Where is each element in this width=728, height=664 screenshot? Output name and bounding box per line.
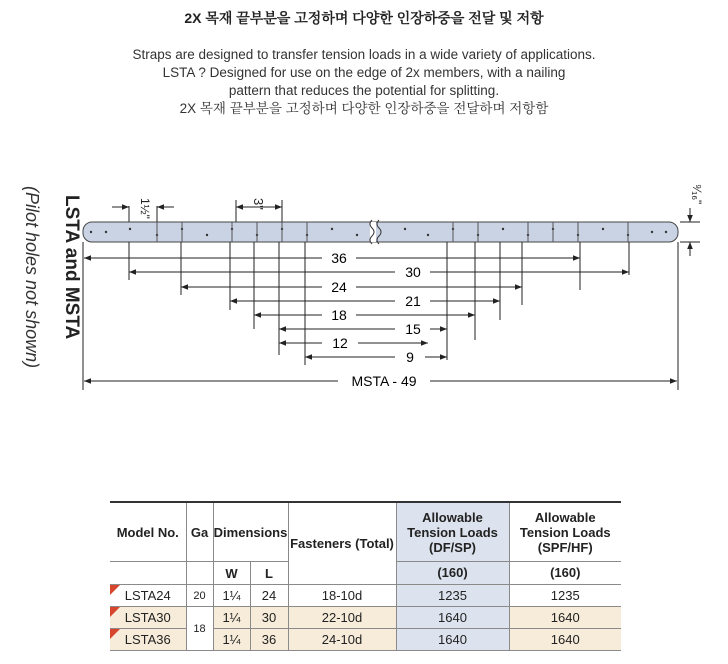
extension-lines — [83, 242, 678, 390]
header-model: Model No. — [110, 502, 186, 562]
dim-18 — [254, 307, 475, 323]
fasteners-cell: 24-10d — [288, 629, 396, 651]
dim-9-label: 9 — [406, 349, 414, 365]
ga-cell: 18 — [186, 607, 213, 651]
strap — [83, 220, 678, 244]
dim-width — [680, 184, 704, 256]
fasteners-cell: 22-10d — [288, 607, 396, 629]
dim-3-inch — [236, 198, 282, 222]
model-cell: LSTA24 — [110, 585, 186, 607]
marker-icon — [110, 629, 120, 639]
dim-24-label: 24 — [331, 279, 347, 295]
header-dimensions: Dimensions — [213, 502, 288, 562]
dim-30-label: 30 — [405, 264, 421, 280]
l-cell: 36 — [250, 629, 288, 651]
header-duration-spfhf: (160) — [509, 562, 621, 585]
spfhf-cell: 1640 — [509, 629, 621, 651]
header-ga-blank — [186, 562, 213, 585]
dfsp-cell: 1640 — [396, 629, 509, 651]
header-duration-dfsp: (160) — [396, 562, 509, 585]
dim-msta-49 — [84, 373, 677, 389]
header-allow-dfsp: Allowable Tension Loads (DF/SP) — [396, 502, 509, 562]
w-cell: 1¼ — [213, 629, 250, 651]
dim-21-label: 21 — [405, 293, 421, 309]
header-model-blank — [110, 562, 186, 585]
fasteners-cell: 18-10d — [288, 585, 396, 607]
pilot-holes-note: (Pilot holes not shown) — [22, 186, 42, 369]
dim-1-5-inch — [112, 198, 174, 222]
dim-15-label: 15 — [405, 321, 421, 337]
header-allow-spfhf: Allowable Tension Loads (SPF/HF) — [509, 502, 621, 562]
description-line: pattern that reduces the potential for splitting. — [228, 83, 500, 98]
strap-diagram — [0, 170, 728, 400]
l-cell: 24 — [250, 585, 288, 607]
table-row — [110, 607, 621, 629]
header-w: W — [213, 562, 250, 585]
dim-15 — [279, 321, 447, 337]
marker-icon — [110, 607, 120, 617]
w-cell: 1¼ — [213, 585, 250, 607]
header-ga: Ga — [186, 502, 213, 562]
model-cell: LSTA36 — [110, 629, 186, 651]
spfhf-cell: 1640 — [509, 607, 621, 629]
dim-9 — [305, 349, 447, 365]
spec-table — [110, 501, 621, 651]
dim-30 — [129, 264, 629, 280]
ga-cell: 20 — [186, 585, 213, 607]
description-line: LSTA ? Designed for use on the edge of 2x members, with a nailing — [162, 65, 566, 80]
dfsp-cell: 1640 — [396, 607, 509, 629]
dim-36 — [84, 250, 580, 266]
dim-1-5-label: 1½" — [138, 198, 152, 219]
description-line: Straps are designed to transfer tension loads in a wide variety of applications. — [132, 47, 596, 62]
marker-icon — [110, 585, 120, 595]
header-l: L — [250, 562, 288, 585]
header-fasteners: Fasteners (Total) — [288, 502, 396, 585]
table-row — [110, 585, 621, 607]
dim-24 — [181, 279, 522, 295]
dfsp-cell: 1235 — [396, 585, 509, 607]
dim-12-label: 12 — [332, 335, 348, 351]
product-description — [0, 46, 728, 118]
product-label: LSTA and MSTA — [61, 195, 82, 340]
model-cell: LSTA30 — [110, 607, 186, 629]
dim-18-label: 18 — [331, 307, 347, 323]
dim-21 — [230, 293, 500, 309]
dim-36-label: 36 — [331, 250, 347, 266]
description-line: 2X 목재 끝부분을 고정하며 다양한 인장하중을 전달하며 저항함 — [179, 101, 549, 116]
page-heading: 2X 목재 끝부분을 고정하며 다양한 인장하중을 전달 및 저항 — [184, 10, 544, 26]
spfhf-cell: 1235 — [509, 585, 621, 607]
dim-3-label: 3" — [251, 198, 266, 210]
dim-width-label: ⁹⁄₁₆" — [690, 184, 704, 205]
l-cell: 30 — [250, 607, 288, 629]
w-cell: 1¼ — [213, 607, 250, 629]
dim-msta-label: MSTA - 49 — [351, 373, 417, 389]
